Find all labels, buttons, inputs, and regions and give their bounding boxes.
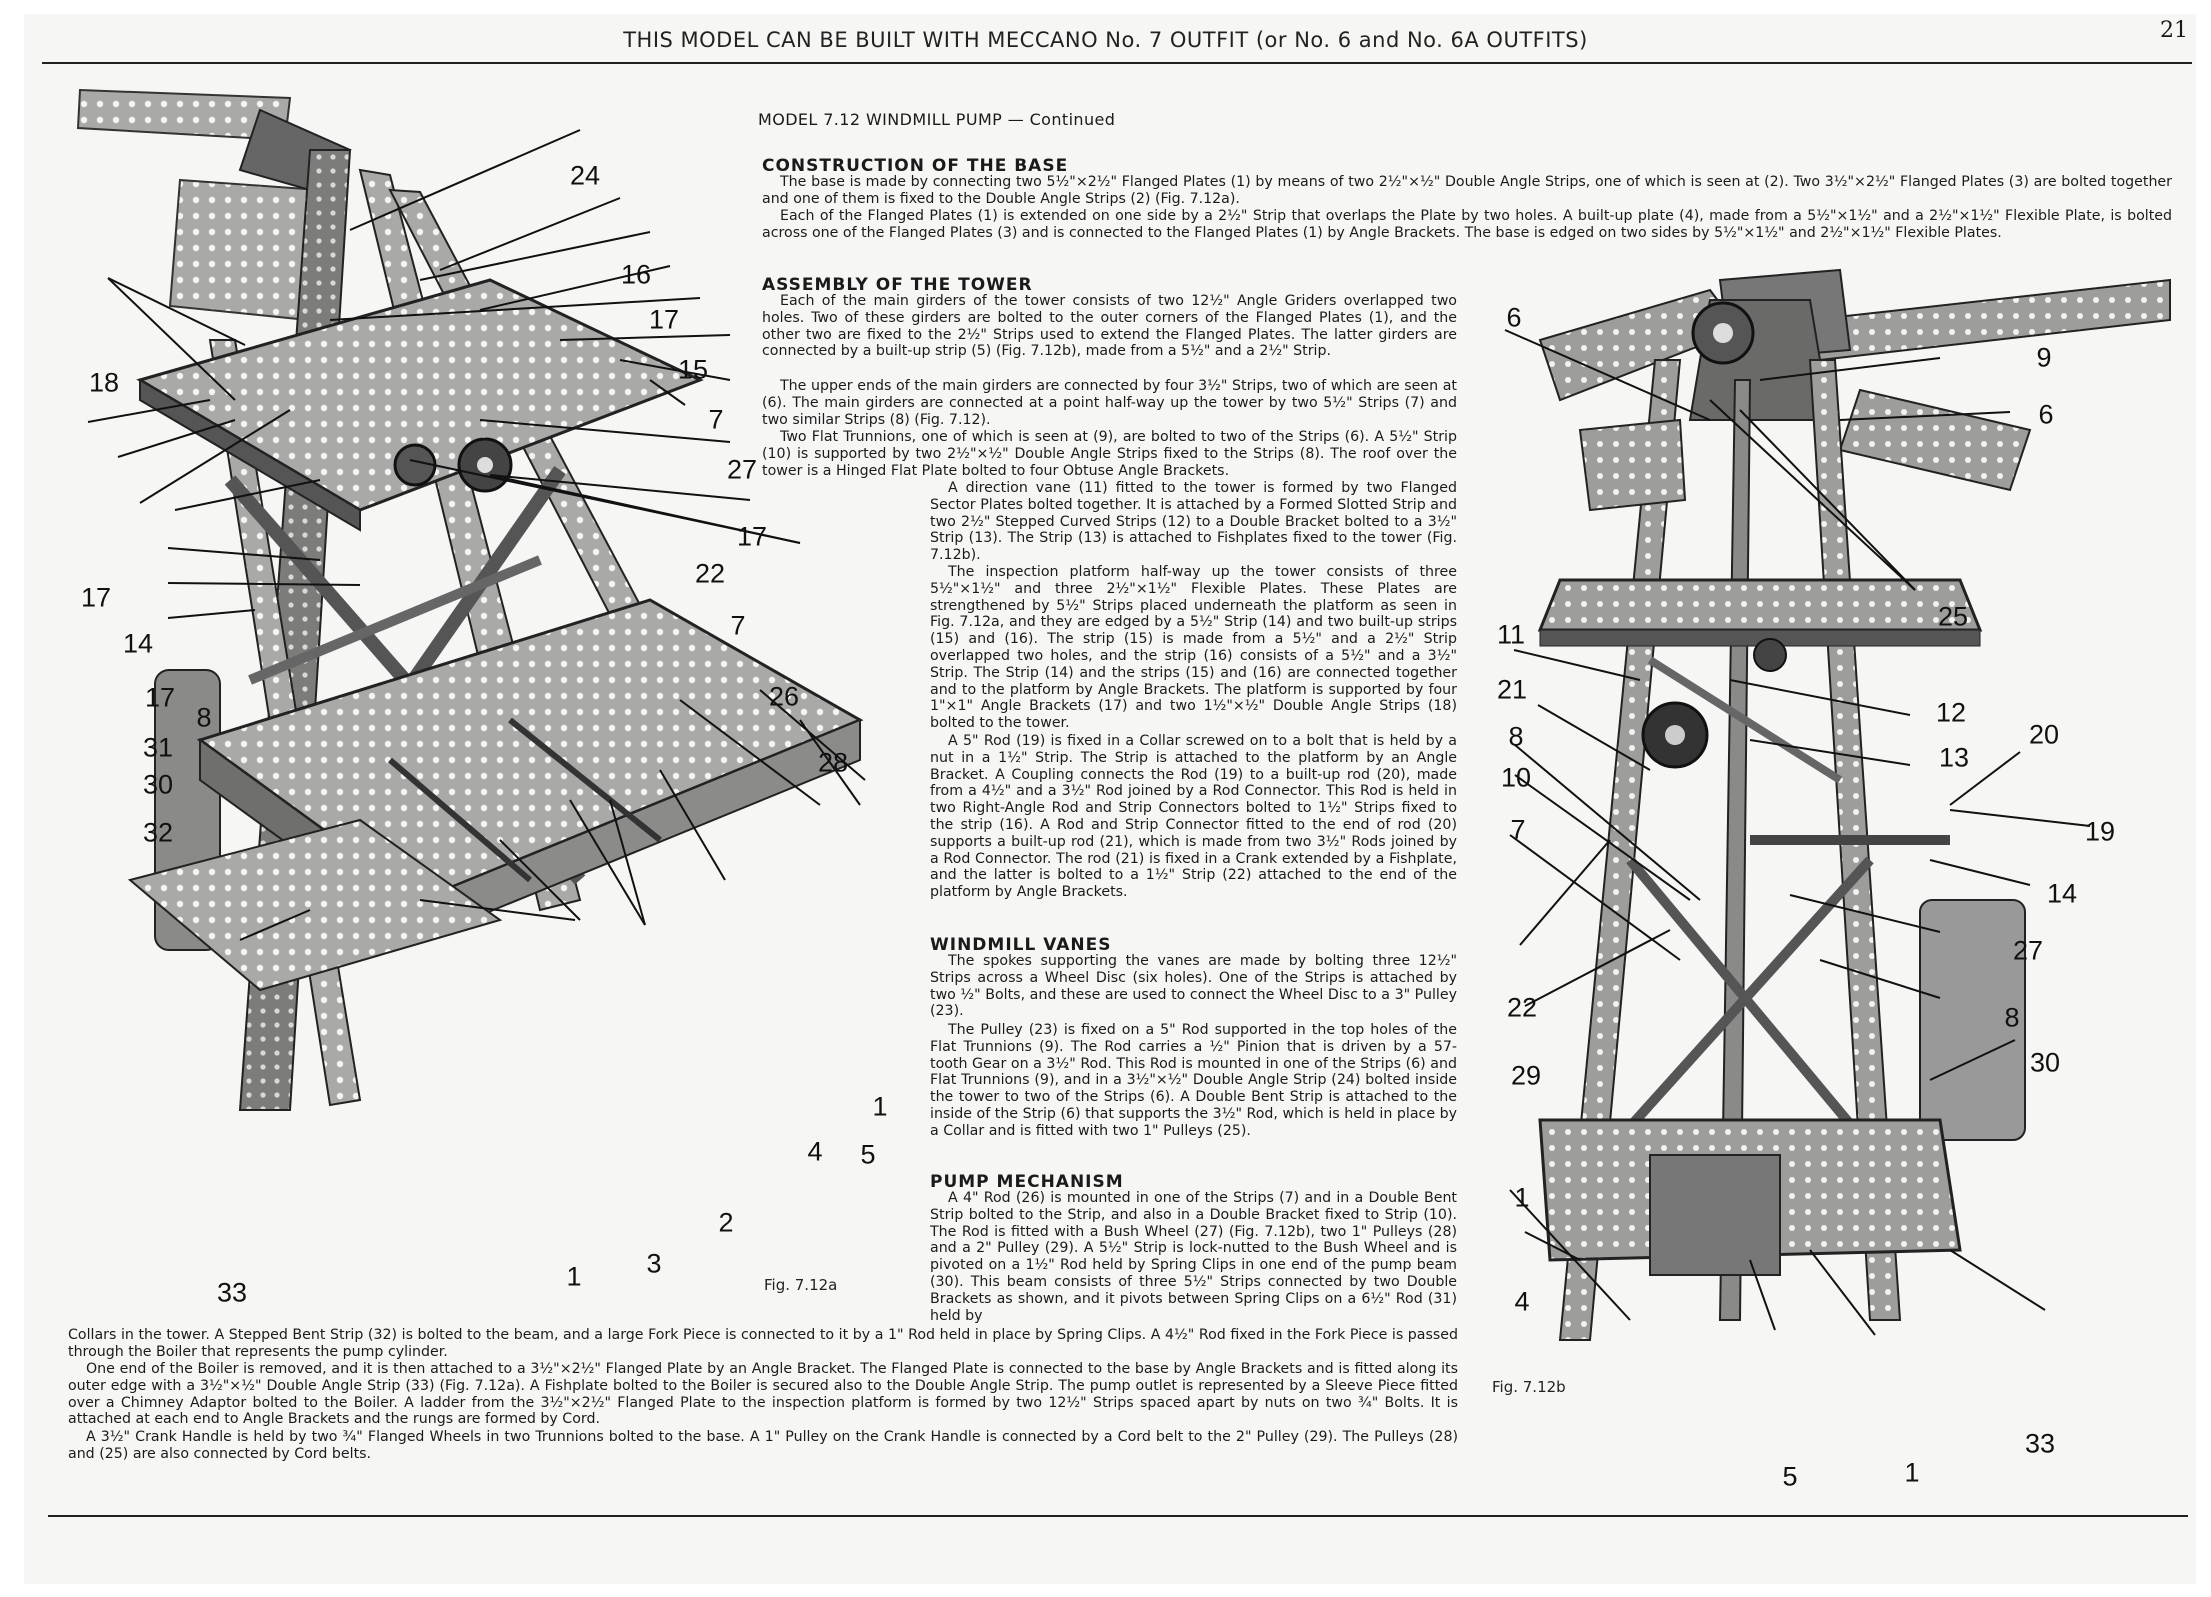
- fig-b-label: 7: [1510, 814, 1526, 845]
- fig-b-label: 30: [2029, 1047, 2061, 1078]
- fig-b-label: 4: [1514, 1286, 1530, 1317]
- paragraph: The Pulley (23) is fixed on a 5" Rod supported in the top holes of the Flat Trunnions (9). The Rod carries a ½" Pinion that is driven by a 57-tooth Gear on a 3½" Rod. This Rod is mounted in one of the Strips (6) and Flat Trunnions (9), and in a 3½"×½" Double Angle Strip (24) bolted inside the tower to two of the Strips (6). A Double Bent Strip is attached to the inside of the Strip (6) that supports the 3½" Rod, which is held in place by a Collar and is fitted with two 1" Pulleys (25).: [930, 1022, 1457, 1139]
- fig-b-label: 9: [2036, 342, 2052, 373]
- fig-b-label: 5: [1782, 1461, 1798, 1492]
- fig-a-label: 24: [569, 160, 601, 191]
- fig-a-label: 17: [648, 304, 680, 335]
- fig-b-label: 1: [1904, 1457, 1920, 1488]
- fig-a-label: 14: [122, 628, 154, 659]
- page-number: 21: [2160, 18, 2188, 43]
- fig-a-label: 1: [872, 1091, 888, 1122]
- section-heading-pump: PUMP MECHANISM: [930, 1172, 1124, 1192]
- fig-a-label: 27: [726, 454, 758, 485]
- fig-b-label: 25: [1937, 601, 1969, 632]
- fig-a-label: 33: [216, 1277, 248, 1308]
- fig-a-label: 7: [730, 610, 746, 641]
- fig-a-label: 16: [620, 259, 652, 290]
- paragraph: One end of the Boiler is removed, and it is then attached to a 3½"×2½" Flanged Plate by an Angle Bracket. The Flanged Plate is connected to the base by Angle Brackets and is fitted along its outer edge with a 3½"×½" Double Angle Strip (33) (Fig. 7.12a). A Fishplate bolted to the Boiler is secured also to the Double Angle Strip. The pump outlet is represented by a Sleeve Piece fitted over a Chimney Adaptor bolted to the Boiler. A ladder from the 3½"×2½" Flanged Plate to the inspection platform is formed by two 12½" Strips spaced apart by nuts on two ¾" Bolts. It is attached at each end to Angle Brackets and the rungs are formed by Cord.: [68, 1361, 1458, 1428]
- paragraph: The base is made by connecting two 5½"×2½" Flanged Plates (1) by means of two 2½"×½" Double Angle Strips, one of which is seen at (2). Two 3½"×2½" Flanged Plates (3) are bolted together and one of them is fixed to the Double Angle Strips (2) (Fig. 7.12a).: [762, 174, 2172, 207]
- section-heading-vanes: WINDMILL VANES: [930, 935, 1112, 955]
- windmill-pump-drawing-b: [1480, 260, 2180, 1490]
- fig-a-label: 5: [860, 1139, 876, 1170]
- fig-a-label: 1: [566, 1261, 582, 1292]
- fig-a-label: 8: [196, 702, 212, 733]
- fig-b-label: 10: [1500, 762, 1532, 793]
- fig-a-label: 17: [80, 582, 112, 613]
- fig-b-label: 21: [1496, 674, 1528, 705]
- section-heading-tower: ASSEMBLY OF THE TOWER: [762, 275, 1033, 295]
- fig-b-label: 14: [2046, 878, 2078, 909]
- top-rule: [42, 62, 2192, 64]
- fig-b-label: 22: [1506, 992, 1538, 1023]
- fig-a-label: 3: [646, 1248, 662, 1279]
- fig-a-label: 4: [807, 1136, 823, 1167]
- section-heading-base: CONSTRUCTION OF THE BASE: [762, 156, 1069, 176]
- fig-a-label: 22: [694, 558, 726, 589]
- fig-b-label: 11: [1496, 619, 1526, 650]
- fig-b-label: 27: [2012, 935, 2044, 966]
- fig-b-label: 29: [1510, 1060, 1542, 1091]
- fig-a-label: 31: [142, 732, 174, 763]
- fig-b-label: 8: [2004, 1002, 2020, 1033]
- fig-a-label: 17: [144, 682, 176, 713]
- model-title: MODEL 7.12 WINDMILL PUMP — Continued: [758, 110, 1116, 129]
- paragraph: Collars in the tower. A Stepped Bent Strip (32) is bolted to the beam, and a large Fork Piece is connected to it by a 1" Rod held in place by Spring Clips. A 4½" Rod fixed in the Fork Piece is passed through the Boiler that represents the pump cylinder.: [68, 1327, 1458, 1360]
- fig-b-label: 1: [1514, 1182, 1530, 1213]
- fig-b-label: 19: [2084, 816, 2116, 847]
- figure-a-caption: Fig. 7.12a: [764, 1276, 838, 1294]
- paragraph: The spokes supporting the vanes are made by bolting three 12½" Strips across a Wheel Disc (six holes). One of the Strips is attached by two ½" Bolts, and these are used to connect the Wheel Disc to a 3" Pulley (23).: [930, 953, 1457, 1020]
- paragraph: The upper ends of the main girders are connected by four 3½" Strips, two of which are seen at (6). The main girders are connected at a point half-way up the tower by two 5½" Strips (7) and two similar Strips (8) (Fig. 7.12).: [762, 378, 1457, 428]
- fig-a-label: 7: [708, 404, 724, 435]
- fig-b-label: 6: [1506, 302, 1522, 333]
- figure-7-12b: [1480, 260, 2180, 1490]
- paragraph: A direction vane (11) fitted to the tower is formed by two Flanged Sector Plates bolted together. It is attached by a Formed Slotted Strip and two 2½" Stepped Curved Strips (12) to a Double Bracket bolted to a 3½" Strip (13). The Strip (13) is attached to Fishplates fixed to the tower (Fig. 7.12b).: [930, 480, 1457, 564]
- paragraph: The inspection platform half-way up the tower consists of three 5½"×1½" and three 2½"×1½" Flexible Plates. These Plates are strengthened by 5½" Strips placed underneath the platform as seen in Fig. 7.12a, and they are edged by a 5½" Strip (14) and two built-up strips (15) and (16). The strip (15) is made from a 5½" and a 2½" Strip overlapped two holes, and the strip (16) consists of a 5½" and a 3½" Strip. The Strip (14) and the strips (15) and (16) are connected together and to the platform by Angle Brackets. The platform is supported by four 1"×1" Angle Brackets (17) and two 1½"×½" Double Angle Strips (18) bolted to the tower.: [930, 564, 1457, 732]
- fig-a-label: 2: [718, 1207, 734, 1238]
- figure-b-caption: Fig. 7.12b: [1492, 1378, 1566, 1396]
- paragraph: Each of the Flanged Plates (1) is extended on one side by a 2½" Strip that overlaps the Plate by two holes. A built-up plate (4), made from a 5½"×1½" and a 2½"×1½" Flexible Plate, is bolted across one of the Flanged Plates (3) and is connected to the Flanged Plates (1) by Angle Brackets. The base is edged on two sides by 5½"×1½" and 2½"×1½" Flexible Plates.: [762, 208, 2172, 241]
- fig-b-label: 12: [1935, 697, 1967, 728]
- paragraph: A 3½" Crank Handle is held by two ¾" Flanged Wheels in two Trunnions bolted to the base. A 1" Pulley on the Crank Handle is connected by a Cord belt to the 2" Pulley (29). The Pulleys (28) and (25) are also connected by Cord belts.: [68, 1429, 1458, 1462]
- fig-a-label: 32: [142, 817, 174, 848]
- fig-a-label: 15: [677, 354, 709, 385]
- bottom-rule: [48, 1515, 2188, 1517]
- page-header: THIS MODEL CAN BE BUILT WITH MECCANO No. 7 OUTFIT (or No. 6 and No. 6A OUTFITS): [623, 28, 1588, 52]
- fig-b-label: 6: [2038, 399, 2054, 430]
- fig-a-label: 28: [817, 747, 849, 778]
- paragraph: A 4" Rod (26) is mounted in one of the Strips (7) and in a Double Bent Strip bolted to the Strip, and also in a Double Bracket fixed to Strip (10). The Rod is fitted with a Bush Wheel (27) (Fig. 7.12b), two 1" Pulleys (28) and a 2" Pulley (29). A 5½" Strip is lock-nutted to the Bush Wheel and is pivoted on a 1½" Rod held by Spring Clips in one end of the pump beam (30). This beam consists of three 5½" Strips connected by two Double Brackets as shown, and it pivots between Spring Clips on a 6½" Rod (31) held by: [930, 1190, 1457, 1324]
- paragraph: A 5" Rod (19) is fixed in a Collar screwed on to a bolt that is held by a nut in a 1½" Strip. The Strip is attached to the platform by an Angle Bracket. A Coupling connects the Rod (19) to a built-up rod (20), made from a 4½" and a 3½" Rod joined by a Rod Connector. This Rod is held in two Right-Angle Rod and Strip Connectors bolted to 1½" Strips fixed to the strip (16). A Rod and Strip Connector fitted to the end of rod (20) supports a built-up rod (21), which is made from two 3½" Rods joined by a Rod Connector. The rod (21) is fixed in a Crank extended by a Fishplate, and the latter is bolted to a 1½" Strip (22) attached to the end of the platform by Angle Brackets.: [930, 733, 1457, 901]
- fig-a-label: 30: [142, 769, 174, 800]
- paragraph: Two Flat Trunnions, one of which is seen at (9), are bolted to two of the Strips (6). A 5½" Strip (10) is supported by two 2½"×½" Double Angle Strips fixed to the Strips (8). The roof over the tower is a Hinged Flat Plate bolted to four Obtuse Angle Brackets.: [762, 429, 1457, 479]
- fig-b-label: 33: [2024, 1428, 2056, 1459]
- fig-b-label: 20: [2028, 719, 2060, 750]
- fig-a-label: 26: [768, 681, 800, 712]
- fig-a-label: 17: [736, 521, 768, 552]
- fig-a-label: 18: [88, 367, 120, 398]
- paragraph: Each of the main girders of the tower consists of two 12½" Angle Griders overlapped two holes. Two of these girders are bolted to the outer corners of the Flanged Plates (1), and the other two are fixed to the 2½" Strips used to extend the Flanged Plates. The latter girders are connected by a built-up strip (5) (Fig. 7.12b), made from a 5½" and a 2½" Strip.: [762, 293, 1457, 360]
- fig-b-label: 13: [1938, 742, 1970, 773]
- fig-b-label: 8: [1508, 721, 1524, 752]
